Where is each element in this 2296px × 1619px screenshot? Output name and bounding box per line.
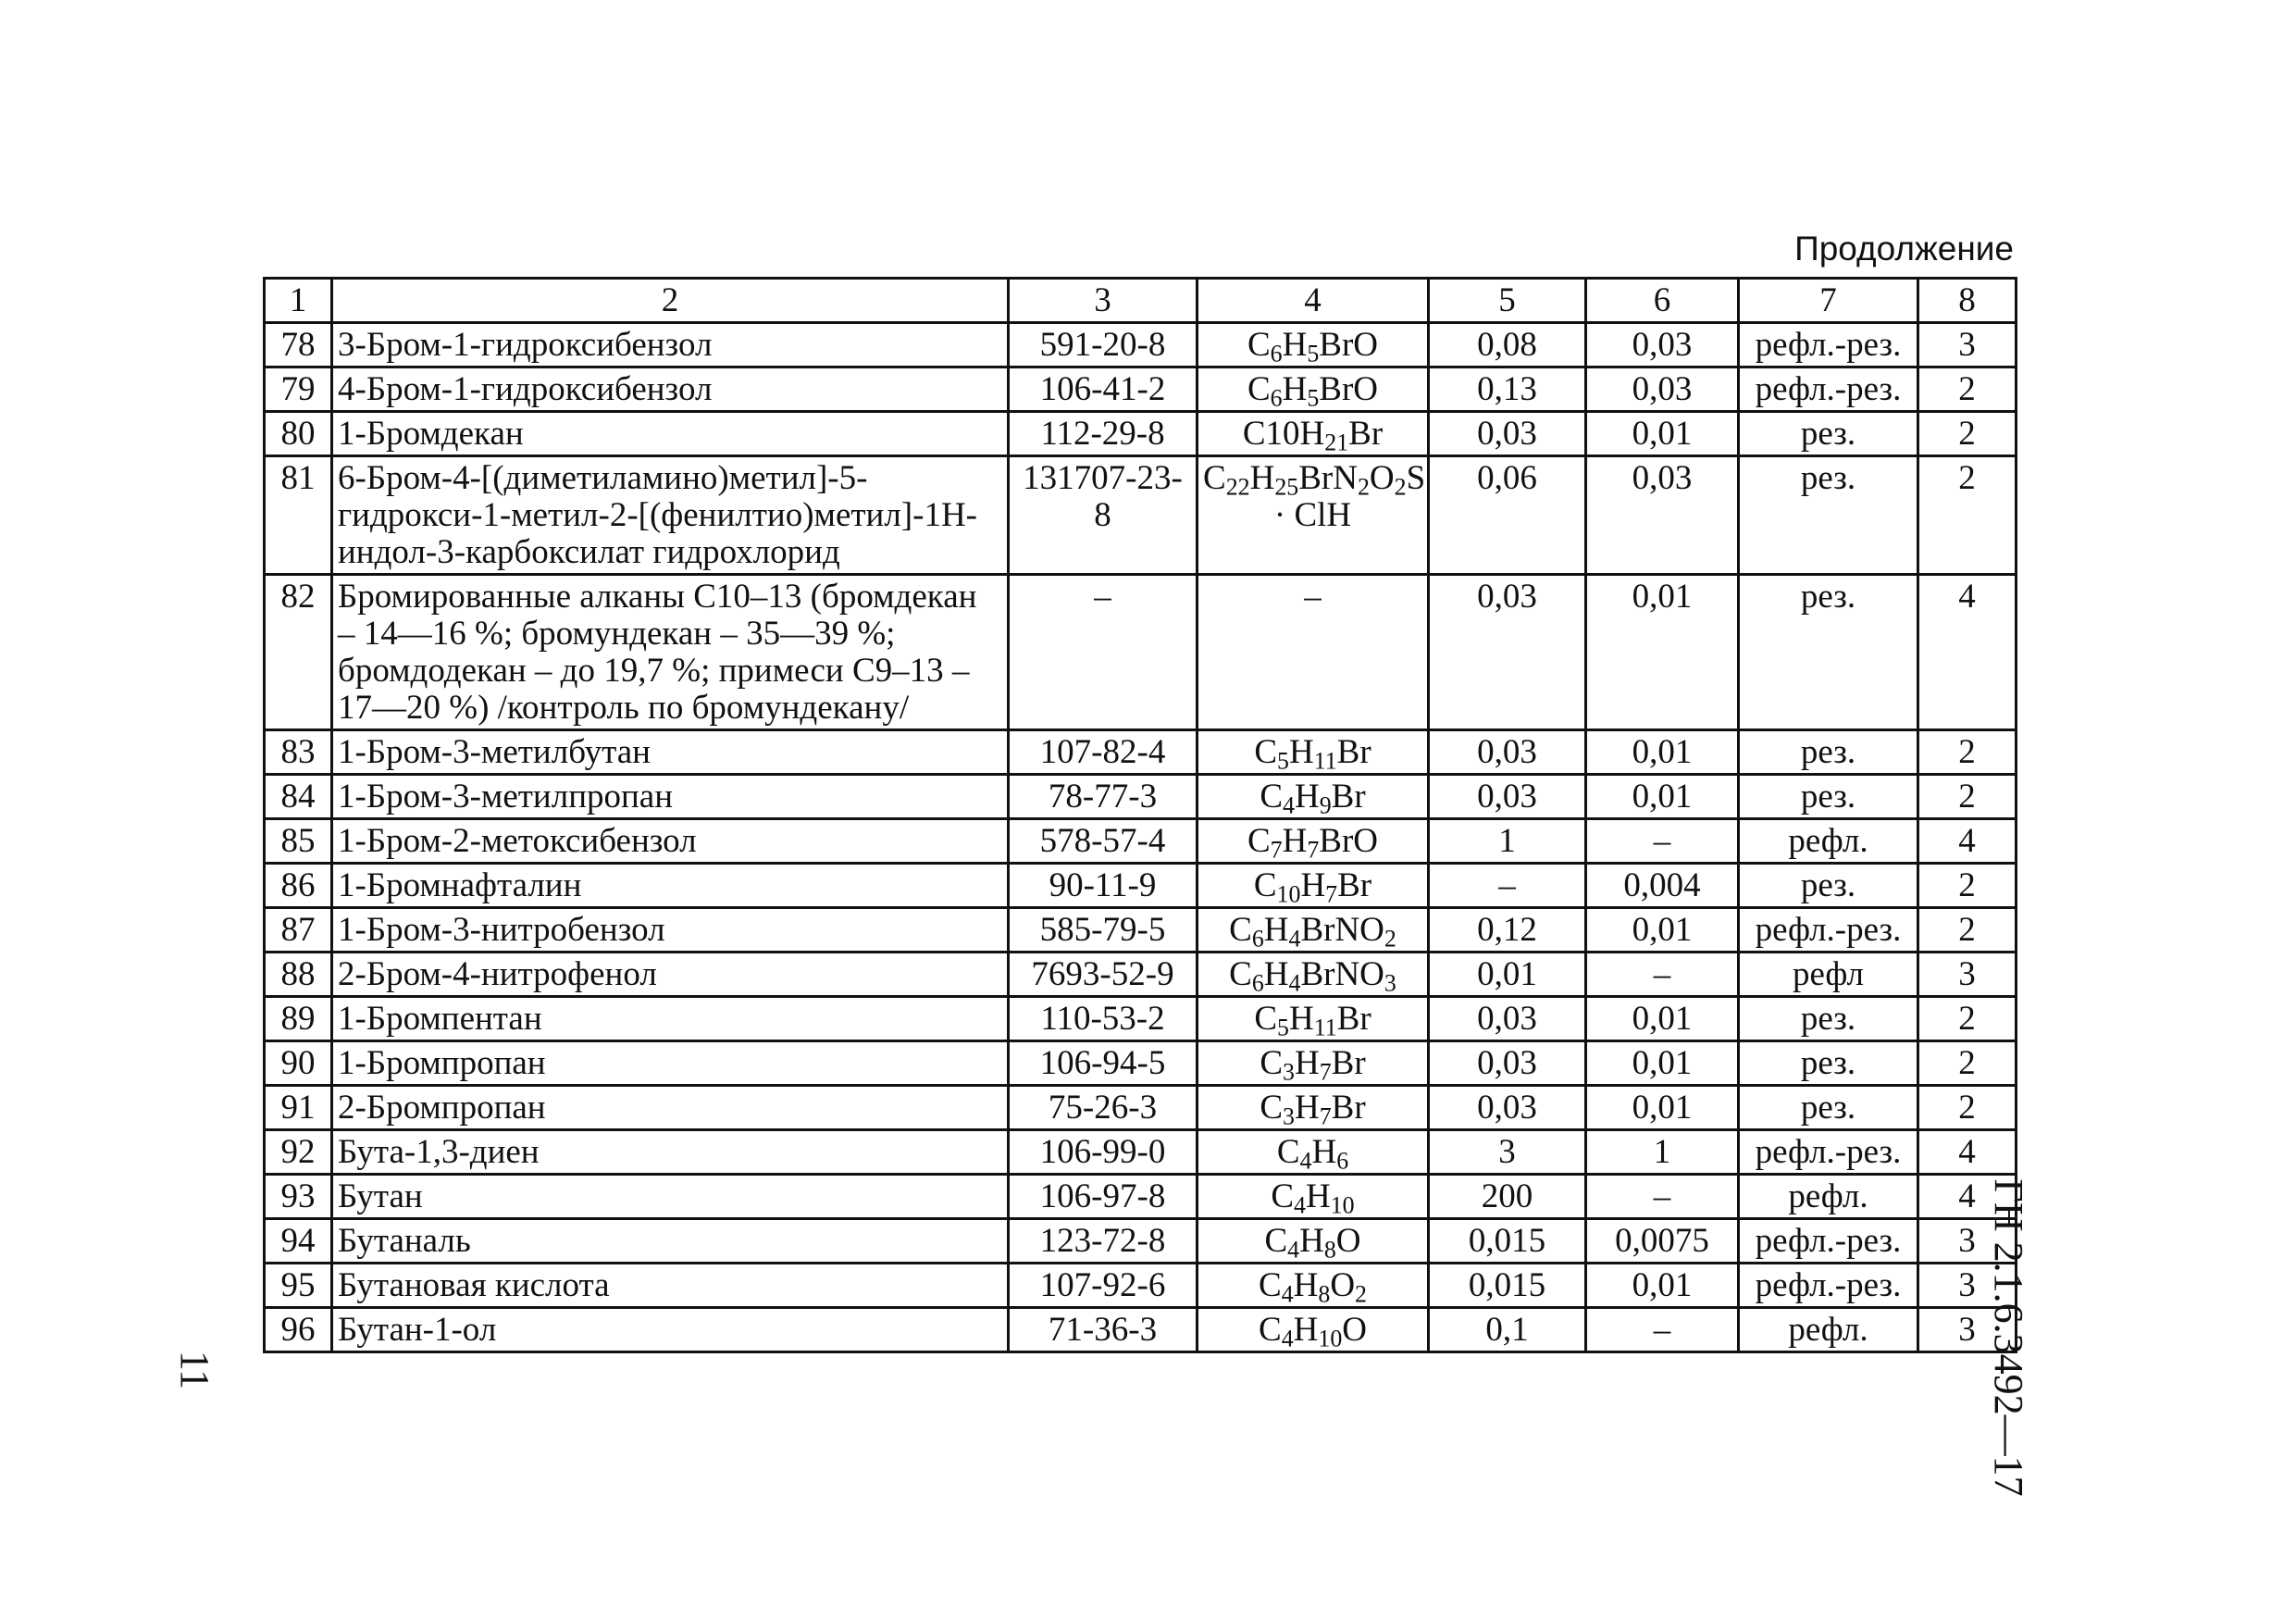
chemical-formula: $C_6H_5BrO$ [1198, 323, 1429, 367]
table-row [265, 864, 2017, 908]
table-row [265, 1130, 2017, 1175]
hazard-class: 2 [1918, 730, 2017, 775]
value-col5: 0,015 [1429, 1219, 1586, 1264]
chemical-formula: $C_4H_{10}$ [1198, 1175, 1429, 1219]
row-number: 91 [265, 1086, 332, 1130]
chemical-formula: $C_6H_4BrNO_3$ [1198, 953, 1429, 997]
row-number: 81 [265, 456, 332, 575]
effect-type: рез. [1739, 412, 1918, 456]
effect-type: рефл.-рез. [1739, 1219, 1918, 1264]
cas-number: 78-77-3 [1009, 775, 1198, 819]
substance-name: 2-Бромпропан [332, 1086, 1009, 1130]
hazard-class: 2 [1918, 1041, 2017, 1086]
row-number: 87 [265, 908, 332, 953]
header-cell: 5 [1429, 279, 1586, 323]
chemical-formula: $C_4H_8O$ [1198, 1219, 1429, 1264]
page-number: 11 [172, 1350, 217, 1390]
table-row [265, 1041, 2017, 1086]
chemical-formula: $C_7H_7BrO$ [1198, 819, 1429, 864]
row-number: 96 [265, 1308, 332, 1352]
table-row [265, 1308, 2017, 1352]
value-col6: 0,01 [1586, 908, 1739, 953]
substance-name: Бутаналь [332, 1219, 1009, 1264]
hazard-class: 4 [1918, 1130, 2017, 1175]
value-col5: 0,03 [1429, 1041, 1586, 1086]
cas-number: 123-72-8 [1009, 1219, 1198, 1264]
effect-type: рефл.-рез. [1739, 908, 1918, 953]
row-number: 92 [265, 1130, 332, 1175]
value-col6: 0,01 [1586, 775, 1739, 819]
effect-type: рез. [1739, 730, 1918, 775]
table-row [265, 997, 2017, 1041]
header-cell: 7 [1739, 279, 1918, 323]
substance-name: 6-Бром-4-[(диметиламино)метил]-5-гидрокси-1-метил-2-[(фенилтио)метил]-1H-индол-3-карбоксилат гидрохлорид [332, 456, 1009, 575]
effect-type: рефл. [1739, 819, 1918, 864]
hazard-class: 2 [1918, 1086, 2017, 1130]
hazard-class: 4 [1918, 1175, 2017, 1219]
hazard-class: 4 [1918, 819, 2017, 864]
substance-name: 1-Бромдекан [332, 412, 1009, 456]
table-row [265, 953, 2017, 997]
value-col6: – [1586, 1175, 1739, 1219]
row-number: 89 [265, 997, 332, 1041]
value-col6: – [1586, 953, 1739, 997]
cas-number: 106-97-8 [1009, 1175, 1198, 1219]
table-row [265, 730, 2017, 775]
value-col5: 0,03 [1429, 412, 1586, 456]
effect-type: рефл. [1739, 1308, 1918, 1352]
cas-number: 107-92-6 [1009, 1264, 1198, 1308]
value-col6: – [1586, 1308, 1739, 1352]
cas-number: 71-36-3 [1009, 1308, 1198, 1352]
value-col6: 0,03 [1586, 323, 1739, 367]
substance-name: Бутановая кислота [332, 1264, 1009, 1308]
cas-number: 7693-52-9 [1009, 953, 1198, 997]
row-number: 85 [265, 819, 332, 864]
document-code: ГН 2.1.6.3492—17 [1986, 1178, 2031, 1497]
table-row [265, 367, 2017, 412]
substance-name: Бутан-1-ол [332, 1308, 1009, 1352]
row-number: 90 [265, 1041, 332, 1086]
effect-type: рез. [1739, 864, 1918, 908]
cas-number: 591-20-8 [1009, 323, 1198, 367]
substance-name: 1-Бром-3-метилбутан [332, 730, 1009, 775]
value-col5: 3 [1429, 1130, 1586, 1175]
hazard-class: 3 [1918, 1308, 2017, 1352]
row-number: 94 [265, 1219, 332, 1264]
table-row [265, 323, 2017, 367]
value-col5: – [1429, 864, 1586, 908]
substance-name: 1-Бром-2-метоксибензол [332, 819, 1009, 864]
effect-type: рефл.-рез. [1739, 323, 1918, 367]
chemical-formula: $C_5H_{11}Br$ [1198, 730, 1429, 775]
chemical-formula: $C10H_{21}Br$ [1198, 412, 1429, 456]
table-row [265, 819, 2017, 864]
value-col6: – [1586, 819, 1739, 864]
table-row [265, 575, 2017, 730]
value-col6: 0,01 [1586, 575, 1739, 730]
substance-name: 4-Бром-1-гидроксибензол [332, 367, 1009, 412]
effect-type: рефл [1739, 953, 1918, 997]
table-row [265, 456, 2017, 575]
hazard-class: 2 [1918, 456, 2017, 575]
value-col5: 0,03 [1429, 575, 1586, 730]
substance-name: Бромированные алканы С10–13 (бромдекан – 14—16 %; бромундекан – 35—39 %; бромдодекан – до 19,7 %; примеси С9–13 – 17—20 %) /контроль по бромундекану/ [332, 575, 1009, 730]
cas-number: 106-41-2 [1009, 367, 1198, 412]
value-col5: 1 [1429, 819, 1586, 864]
table-row [265, 412, 2017, 456]
cas-number: 110-53-2 [1009, 997, 1198, 1041]
substance-name: 1-Бром-3-нитробензол [332, 908, 1009, 953]
effect-type: рез. [1739, 456, 1918, 575]
header-cell: 2 [332, 279, 1009, 323]
table-body [265, 279, 2017, 1352]
substances-table [263, 277, 2017, 1353]
effect-type: рефл.-рез. [1739, 367, 1918, 412]
cas-number: 106-99-0 [1009, 1130, 1198, 1175]
hazard-class: 3 [1918, 323, 2017, 367]
value-col5: 0,03 [1429, 1086, 1586, 1130]
value-col5: 0,03 [1429, 997, 1586, 1041]
value-col6: 0,03 [1586, 456, 1739, 575]
chemical-formula: $C_5H_{11}Br$ [1198, 997, 1429, 1041]
cas-number: 578-57-4 [1009, 819, 1198, 864]
table-row [265, 1086, 2017, 1130]
chemical-formula: $C_4H_6$ [1198, 1130, 1429, 1175]
value-col6: 0,01 [1586, 1041, 1739, 1086]
substance-name: Бутан [332, 1175, 1009, 1219]
chemical-formula: $C_{10}H_7Br$ [1198, 864, 1429, 908]
value-col6: 0,0075 [1586, 1219, 1739, 1264]
hazard-class: 2 [1918, 367, 2017, 412]
hazard-class: 2 [1918, 412, 2017, 456]
header-cell: 1 [265, 279, 332, 323]
value-col5: 200 [1429, 1175, 1586, 1219]
value-col6: 0,01 [1586, 997, 1739, 1041]
header-cell: 8 [1918, 279, 2017, 323]
effect-type: рез. [1739, 1086, 1918, 1130]
chemical-formula: $C_3H_7Br$ [1198, 1041, 1429, 1086]
header-cell: 4 [1198, 279, 1429, 323]
substance-name: 1-Бромпропан [332, 1041, 1009, 1086]
value-col5: 0,015 [1429, 1264, 1586, 1308]
substance-name: 1-Бромпентан [332, 997, 1009, 1041]
effect-type: рез. [1739, 1041, 1918, 1086]
chemical-formula: – [1198, 575, 1429, 730]
row-number: 78 [265, 323, 332, 367]
chemical-formula: $C_3H_7Br$ [1198, 1086, 1429, 1130]
value-col6: 1 [1586, 1130, 1739, 1175]
value-col6: 0,01 [1586, 412, 1739, 456]
value-col5: 0,12 [1429, 908, 1586, 953]
chemical-formula: $C_4H_9Br$ [1198, 775, 1429, 819]
continuation-label: Продолжение [1794, 230, 2014, 268]
value-col5: 0,08 [1429, 323, 1586, 367]
substance-name: 1-Бромнафталин [332, 864, 1009, 908]
cas-number: 75-26-3 [1009, 1086, 1198, 1130]
hazard-class: 2 [1918, 997, 2017, 1041]
row-number: 95 [265, 1264, 332, 1308]
hazard-class: 3 [1918, 1219, 2017, 1264]
header-cell: 3 [1009, 279, 1198, 323]
row-number: 82 [265, 575, 332, 730]
value-col6: 0,004 [1586, 864, 1739, 908]
row-number: 86 [265, 864, 332, 908]
value-col5: 0,1 [1429, 1308, 1586, 1352]
substance-name: 1-Бром-3-метилпропан [332, 775, 1009, 819]
header-cell: 6 [1586, 279, 1739, 323]
table-row [265, 775, 2017, 819]
cas-number: 131707-23-8 [1009, 456, 1198, 575]
effect-type: рефл. [1739, 1175, 1918, 1219]
value-col6: 0,01 [1586, 1264, 1739, 1308]
value-col5: 0,01 [1429, 953, 1586, 997]
effect-type: рез. [1739, 997, 1918, 1041]
table-row [265, 908, 2017, 953]
chemical-formula: $C_4H_8O_2$ [1198, 1264, 1429, 1308]
effect-type: рефл.-рез. [1739, 1130, 1918, 1175]
cas-number: 112-29-8 [1009, 412, 1198, 456]
substance-name: 2-Бром-4-нитрофенол [332, 953, 1009, 997]
substance-name: 3-Бром-1-гидроксибензол [332, 323, 1009, 367]
hazard-class: 2 [1918, 864, 2017, 908]
effect-type: рез. [1739, 775, 1918, 819]
cas-number: – [1009, 575, 1198, 730]
chemical-formula: $C_6H_5BrO$ [1198, 367, 1429, 412]
value-col5: 0,03 [1429, 775, 1586, 819]
value-col5: 0,13 [1429, 367, 1586, 412]
hazard-class: 3 [1918, 953, 2017, 997]
table-row [265, 1175, 2017, 1219]
chemical-formula: $C_4H_{10}O$ [1198, 1308, 1429, 1352]
value-col6: 0,01 [1586, 1086, 1739, 1130]
row-number: 88 [265, 953, 332, 997]
value-col5: 0,06 [1429, 456, 1586, 575]
row-number: 84 [265, 775, 332, 819]
table-row [265, 1264, 2017, 1308]
table-row [265, 1219, 2017, 1264]
hazard-class: 4 [1918, 575, 2017, 730]
cas-number: 106-94-5 [1009, 1041, 1198, 1086]
cas-number: 585-79-5 [1009, 908, 1198, 953]
cas-number: 90-11-9 [1009, 864, 1198, 908]
row-number: 80 [265, 412, 332, 456]
substance-name: Бута-1,3-диен [332, 1130, 1009, 1175]
value-col6: 0,01 [1586, 730, 1739, 775]
row-number: 93 [265, 1175, 332, 1219]
row-number: 79 [265, 367, 332, 412]
header-row [265, 279, 2017, 323]
value-col5: 0,03 [1429, 730, 1586, 775]
cas-number: 107-82-4 [1009, 730, 1198, 775]
effect-type: рефл.-рез. [1739, 1264, 1918, 1308]
effect-type: рез. [1739, 575, 1918, 730]
chemical-formula: $C_6H_4BrNO_2$ [1198, 908, 1429, 953]
row-number: 83 [265, 730, 332, 775]
hazard-class: 2 [1918, 775, 2017, 819]
hazard-class: 2 [1918, 908, 2017, 953]
hazard-class: 3 [1918, 1264, 2017, 1308]
chemical-formula: $C_{22}H_{25}BrN_2O_2S$ · ClH [1198, 456, 1429, 575]
value-col6: 0,03 [1586, 367, 1739, 412]
